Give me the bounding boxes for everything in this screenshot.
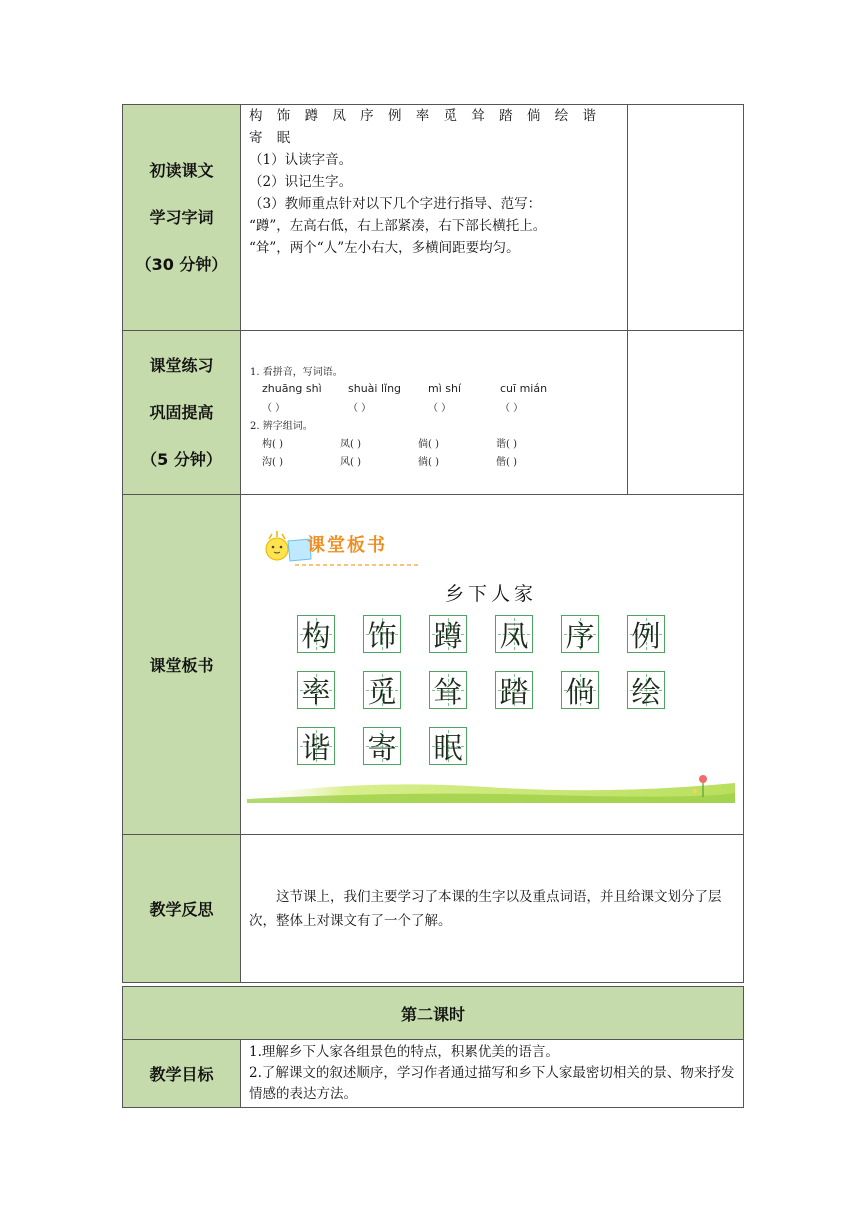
pair-item: 倘( ) [418,438,439,450]
pinyin-row [250,379,627,397]
character: 例 [631,618,661,653]
character: 构 [301,618,331,653]
exercise-content [241,331,628,495]
pair-item: 徜( ) [418,456,439,468]
goals-row [123,1040,744,1108]
goal-item: 2.了解课文的叙述顺序，学习作者通过描写和乡下人家最密切相关的景、物来抒发情感的表达方法。 [249,1065,735,1102]
character-box [363,727,401,765]
label-line: 学习字词 [149,208,214,227]
pair-item: 沟( ) [262,456,283,468]
label-line: （30 分钟） [135,255,228,274]
content-line: （1）认读字音。 [249,152,353,168]
row-content [241,105,628,331]
character: 序 [565,618,595,653]
character: 倘 [565,674,595,709]
lesson-table [122,104,744,983]
character-box [429,615,467,653]
pinyin: zhuāng shì [262,381,322,395]
character: 绘 [631,674,661,709]
pinyin: mì shí [428,381,462,395]
label-line: 课堂练习 [149,356,214,375]
answer-blank: （ ） [348,402,372,414]
row-label [123,331,241,495]
pair-item: 构( ) [262,438,283,450]
character-box [495,615,533,653]
label-line: 初读课文 [149,161,214,180]
character-box [297,671,335,709]
character: 耸 [433,674,463,709]
pair-item: 偕( ) [496,456,517,468]
answer-blank: （ ） [428,402,452,414]
pair-item: 凤( ) [340,438,361,450]
pair-row [250,433,627,451]
character-box [627,615,665,653]
pair-row [250,451,627,469]
section-header-row [123,987,744,1040]
character-box [429,671,467,709]
blank-row [250,397,627,415]
second-lesson-table [122,986,744,1108]
character: 谐 [301,730,331,765]
answer-blank: （ ） [262,402,286,414]
blackboard-cell [241,495,744,835]
content-line: （3）教师重点针对以下几个字进行指导、范写： [249,196,542,212]
row-notes [628,105,744,331]
character: 踏 [499,674,529,709]
row-label: 课堂板书 [123,495,241,835]
character-box [363,671,401,709]
character: 觅 [367,674,397,709]
new-chars-line: 寄 眠 [249,130,296,146]
reflection-text: 这节课上，我们主要学习了本课的生字以及重点词语，并且给课文划分了层次，整体上对课文有了一个了解。 [241,835,744,983]
goal-item: 1.理解乡下人家各组景色的特点，积累优美的语言。 [249,1044,559,1060]
character: 寄 [367,730,397,765]
pinyin: cuī mián [500,381,548,395]
label-line: （5 分钟） [141,450,222,469]
pinyin: shuài lǐng [348,381,402,395]
row-first-reading [123,105,744,331]
content-line: （2）识记生字。 [249,174,353,190]
character-box [495,671,533,709]
character-box [297,727,335,765]
board-title: 乡下人家 [444,583,537,605]
character-box [561,671,599,709]
answer-blank: （ ） [500,402,524,414]
character-box [297,615,335,653]
label-line: 巩固提高 [149,403,214,422]
pair-item: 风( ) [340,456,361,468]
row-board [123,495,744,835]
row-label: 教学目标 [123,1040,241,1108]
character-box [561,615,599,653]
new-chars-line: 构 饰 蹲 凤 序 例 率 觅 耸 踏 倘 绘 谐 [249,108,601,124]
exercise-question: 2. 辨字组词。 [250,420,313,432]
section-header: 第二课时 [123,987,744,1040]
character: 率 [301,674,331,709]
grass-decoration-icon [247,769,735,803]
content-line: “耸”，两个“人”左小右大，多横间距要均匀。 [249,240,520,256]
banner-title: 课堂板书 [307,535,387,556]
character-box [429,727,467,765]
row-notes [628,331,744,495]
character: 饰 [367,618,397,653]
row-exercise [123,331,744,495]
row-reflection [123,835,744,983]
character-box [627,671,665,709]
row-label: 教学反思 [123,835,241,983]
exercise-question: 1. 看拼音，写词语。 [250,366,343,378]
character: 眠 [433,730,463,765]
pair-item: 谐( ) [496,438,517,450]
blackboard [241,495,744,833]
character-box [363,615,401,653]
character: 凤 [499,618,529,653]
content-line: “蹲”，左高右低，右上部紧凑，右下部长横托上。 [249,218,547,234]
goals-content [241,1040,744,1108]
character: 蹲 [433,618,463,653]
row-label [123,105,241,331]
